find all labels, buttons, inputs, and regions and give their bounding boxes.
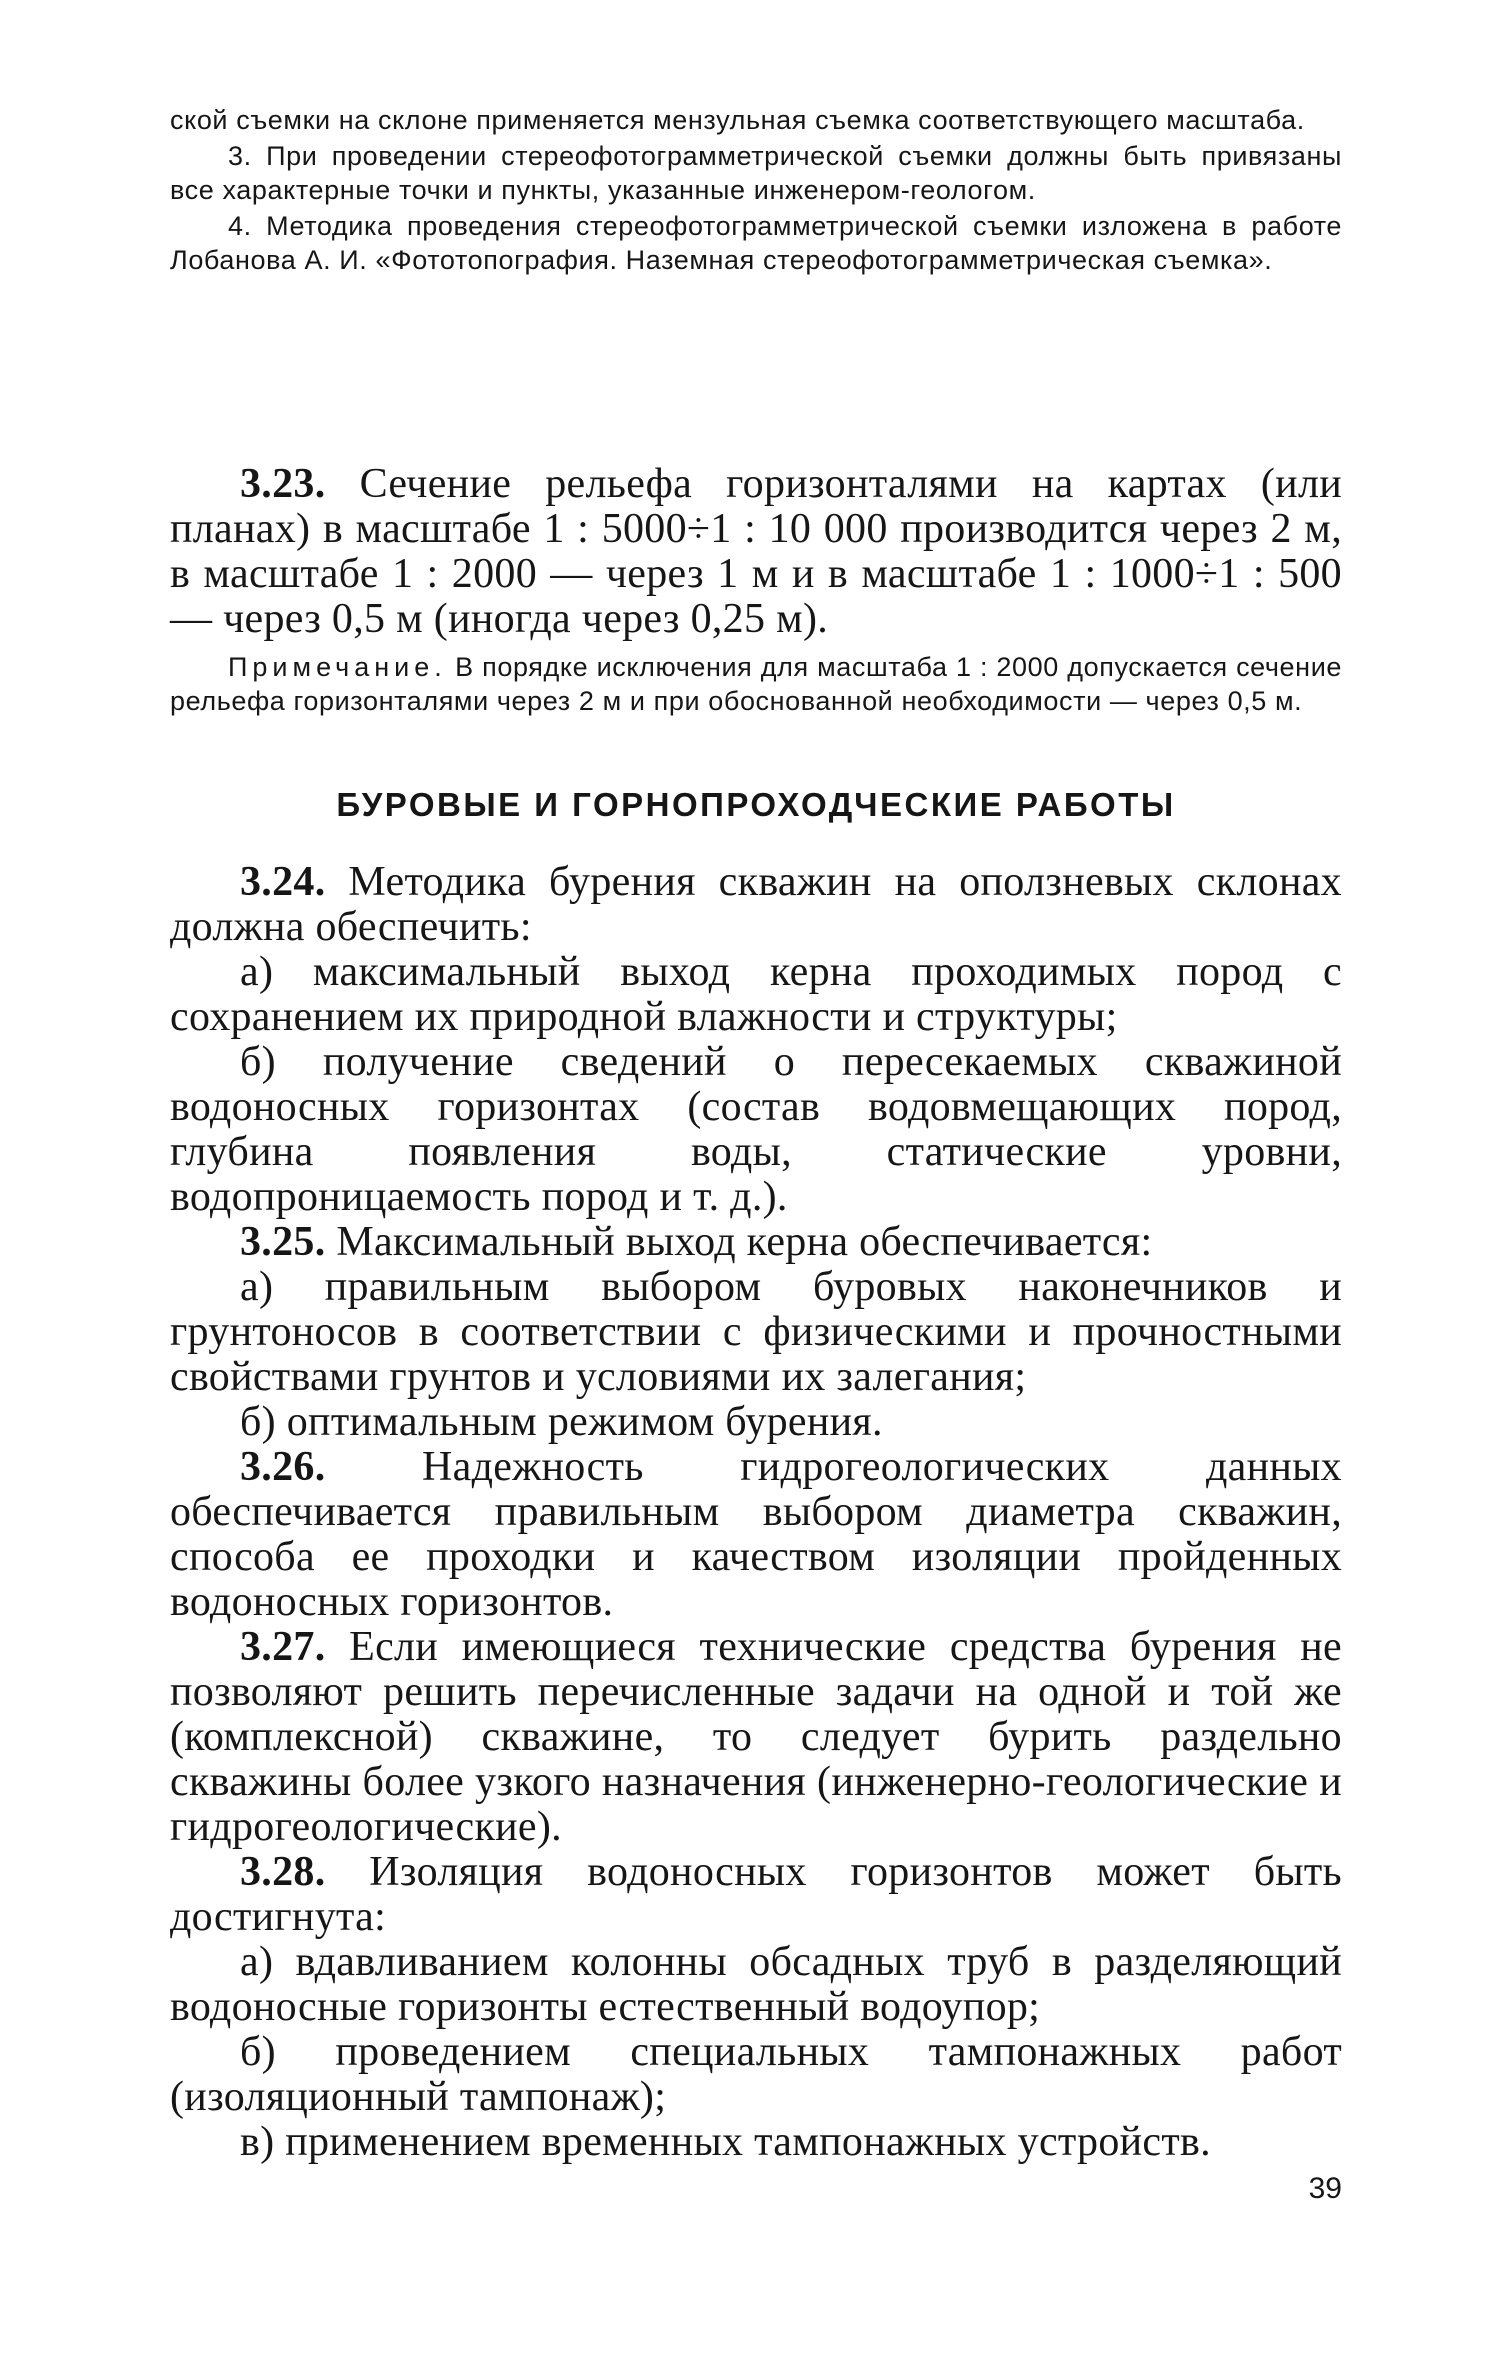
section-heading: БУРОВЫЕ И ГОРНОПРОХОДЧЕСКИЕ РАБОТЫ	[336, 786, 1176, 823]
section-3-23-text: Сечение рельефа горизонталями на картах (или планах) в масштабе 1 : 5000÷1 : 10 000 производится через 2 м, в масштабе 1 : 2000 — через 1 м и в масштабе 1 : 1000÷1 : 500 — через 0,5 м (иногда через 0,25 м).	[170, 461, 1342, 642]
section-3-27-number: 3.27.	[240, 1624, 326, 1670]
paragraph-note-4: 4. Методика проведения стереофотограмметрической съемки изложена в работе Лобанова А. И. «Фототопография. Наземная стереофотограмметрическая съемка».	[170, 211, 1342, 275]
top-section	[170, 103, 1342, 277]
section-3-24-item-b: б) получение сведений о пересекаемых скважиной водоносных горизонтах (состав водовмещающих пород, глубина появления воды, статические уровни, водопроницаемость пород и т. д.).	[170, 1039, 1342, 1220]
section-3-28-item-b: б) проведением специальных тампонажных работ (изоляционный тампонаж);	[170, 2029, 1342, 2120]
section-3-23-paragraph	[170, 462, 1342, 642]
section-3-28-paragraph	[170, 1850, 1342, 1940]
section-3-25-number: 3.25.	[240, 1219, 326, 1265]
section-3-23-number: 3.23.	[240, 461, 326, 507]
section-3-24-text: Методика бурения скважин на оползневых склонах должна обеспечить:	[170, 859, 1342, 950]
section-3-26-paragraph	[170, 1445, 1342, 1625]
section-3-23	[170, 462, 1342, 718]
section-3-28-item-c: в) применением временных тампонажных устройств.	[240, 2119, 1211, 2165]
note-label: Примечание.	[228, 652, 447, 682]
page-number: 39	[1308, 2172, 1342, 2205]
section-3-23-note	[170, 650, 1342, 718]
main-sections	[170, 860, 1342, 2165]
note-text: В порядке исключения для масштаба 1 : 2000 допускается сечение рельефа горизонталями через 2 м и при обоснованной необходимости — через 0,5 м.	[170, 652, 1342, 716]
section-3-25-text: Максимальный выход керна обеспечивается:	[336, 1219, 1153, 1265]
section-3-28-number: 3.28.	[240, 1849, 326, 1895]
section-3-24-number: 3.24.	[240, 859, 326, 905]
section-3-25-paragraph	[170, 1220, 1342, 1265]
section-3-28-text: Изоляция водоносных горизонтов может быть достигнута:	[170, 1849, 1342, 1940]
paragraph-note-3: 3. При проведении стереофотограмметрической съемки должны быть привязаны все характерные точки и пункты, указанные инженером-геологом.	[170, 141, 1342, 205]
paragraph-continuation: ской съемки на склоне применяется мензульная съемка соответствующего масштаба.	[170, 105, 1305, 135]
section-3-25-item-b: б) оптимальным режимом бурения.	[240, 1399, 883, 1445]
section-3-24-item-a: а) максимальный выход керна проходимых пород с сохранением их природной влажности и структуры;	[170, 949, 1342, 1040]
section-3-26-text: Надежность гидрогеологических данных обеспечивается правильным выбором диаметра скважин, способа ее проходки и качеством изоляции пройденных водоносных горизонтов.	[170, 1444, 1342, 1625]
section-3-27-text: Если имеющиеся технические средства бурения не позволяют решить перечисленные задачи на одной и той же (комплексной) скважине, то следует бурить раздельно скважины более узкого назначения (инженерно-геологические и гидрогеологические).	[170, 1624, 1342, 1850]
section-3-25-item-a: а) правильным выбором буровых наконечников и грунтоносов в соответствии с физическими и прочностными свойствами грунтов и условиями их залегания;	[170, 1264, 1342, 1400]
section-3-28-item-a: а) вдавливанием колонны обсадных труб в разделяющий водоносные горизонты естественный водоупор;	[170, 1939, 1342, 2030]
section-3-27-paragraph	[170, 1625, 1342, 1850]
section-3-26-number: 3.26.	[240, 1444, 326, 1490]
section-3-24-paragraph	[170, 860, 1342, 950]
